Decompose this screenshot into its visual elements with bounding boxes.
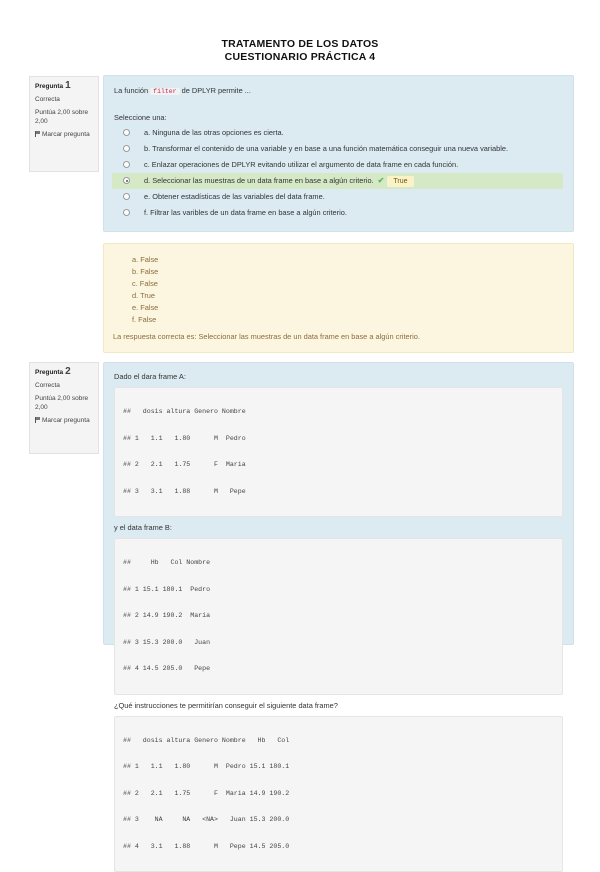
option-a[interactable]	[112, 125, 563, 141]
question-1-panel	[103, 75, 574, 232]
feedback-item: f. False	[132, 314, 564, 326]
code-block-a	[114, 387, 563, 517]
option-label: d. Seleccionar las muestras de un data frame en base a algún criterio.	[144, 176, 374, 185]
question-1-feedback	[103, 243, 574, 353]
question-1-info	[29, 76, 99, 172]
option-c[interactable]	[112, 157, 563, 173]
feedback-item: b. False	[132, 266, 564, 278]
prompt-text: La función	[114, 86, 150, 95]
code-line: ## 4 3.1 1.88 M Pepe 14.5 205.0	[123, 841, 554, 854]
feedback-item: e. False	[132, 302, 564, 314]
document-title-line1: TRATAMENTO DE LOS DATOS	[0, 38, 600, 51]
code-line: ## Hb Col Nombre	[123, 557, 554, 570]
code-line: ## dosis altura Genero Nombre	[123, 406, 554, 419]
flag-icon	[35, 417, 40, 423]
question-score: Puntúa 2,00 sobre 2,00	[35, 394, 94, 412]
radio-button[interactable]	[123, 129, 130, 136]
option-label: f. Filtrar las varibles de un data frame en base a algún criterio.	[144, 208, 347, 217]
question-number: 1	[65, 80, 71, 91]
radio-button-selected[interactable]	[123, 177, 130, 184]
code-block-b	[114, 538, 563, 695]
option-label: e. Obtener estadísticas de las variables del data frame.	[144, 192, 325, 201]
code-line: ## 2 2.1 1.75 F Maria 14.9 190.2	[123, 788, 554, 801]
question-2-panel	[103, 362, 574, 645]
option-label: c. Enlazar operaciones de DPLYR evitando utilizar el argumento de data frame en cada función.	[144, 160, 458, 169]
document-title-line2: CUESTIONARIO PRÁCTICA 4	[0, 51, 600, 64]
feedback-list	[113, 254, 564, 326]
code-line: ## 3 3.1 1.88 M Pepe	[123, 486, 554, 499]
option-label: a. Ninguna de las otras opciones es cierta.	[144, 128, 284, 137]
question-number: 2	[65, 366, 71, 377]
radio-button[interactable]	[123, 193, 130, 200]
code-line: ## 1 1.1 1.80 M Pedro 15.1 180.1	[123, 761, 554, 774]
feedback-item: c. False	[132, 278, 564, 290]
flag-icon	[35, 131, 40, 137]
code-line: ## 4 14.5 205.0 Pepe	[123, 663, 554, 676]
option-f[interactable]	[112, 205, 563, 221]
option-d[interactable]	[112, 173, 563, 189]
flag-question-link[interactable]	[35, 416, 94, 425]
code-line: ## 1 1.1 1.80 M Pedro	[123, 433, 554, 446]
flag-question-label: Marcar pregunta	[42, 131, 90, 138]
option-e[interactable]	[112, 189, 563, 205]
feedback-item: a. False	[132, 254, 564, 266]
intro-a: Dado el dara frame A:	[114, 371, 563, 383]
feedback-item: d. True	[132, 290, 564, 302]
question-label: Pregunta	[35, 369, 63, 376]
radio-button[interactable]	[123, 161, 130, 168]
code-line: ## 2 2.1 1.75 F Maria	[123, 459, 554, 472]
check-icon: ✔	[378, 173, 385, 189]
radio-button[interactable]	[123, 209, 130, 216]
prompt-text-end: de DPLYR permite ...	[180, 86, 251, 95]
code-block-c	[114, 716, 563, 872]
question-state: Correcta	[35, 381, 94, 390]
intro-b: y el data frame B:	[114, 522, 563, 534]
question-score: Puntúa 2,00 sobre 2,00	[35, 108, 94, 126]
code-line: ## dosis altura Genero Nombre Hb Col	[123, 735, 554, 748]
correct-answer: La respuesta correcta es: Seleccionar las muestras de un data frame en base a algún criterio.	[113, 331, 564, 343]
code-line: ## 3 15.3 200.0 Juan	[123, 637, 554, 650]
option-b[interactable]	[112, 141, 563, 157]
code-line: ## 1 15.1 180.1 Pedro	[123, 584, 554, 597]
question-2-prompt: ¿Qué instrucciones te permitirían conseguir el siguiente data frame?	[114, 700, 563, 712]
question-2-info	[29, 362, 99, 454]
radio-button[interactable]	[123, 145, 130, 152]
document-title	[0, 38, 600, 64]
flag-question-label: Marcar pregunta	[42, 417, 90, 424]
code-line: ## 3 NA NA <NA> Juan 15.3 200.0	[123, 814, 554, 827]
option-label: b. Transformar el contenido de una variable y en base a una función matemática conseguir una nueva variable.	[144, 144, 508, 153]
question-label: Pregunta	[35, 83, 63, 90]
code-line: ## 2 14.9 190.2 María	[123, 610, 554, 623]
flag-question-link[interactable]	[35, 130, 94, 139]
question-1-prompt	[114, 85, 563, 98]
question-state: Correcta	[35, 95, 94, 104]
select-label: Seleccione una:	[114, 112, 563, 124]
true-badge: True	[387, 176, 413, 187]
prompt-code: filter	[150, 88, 179, 95]
